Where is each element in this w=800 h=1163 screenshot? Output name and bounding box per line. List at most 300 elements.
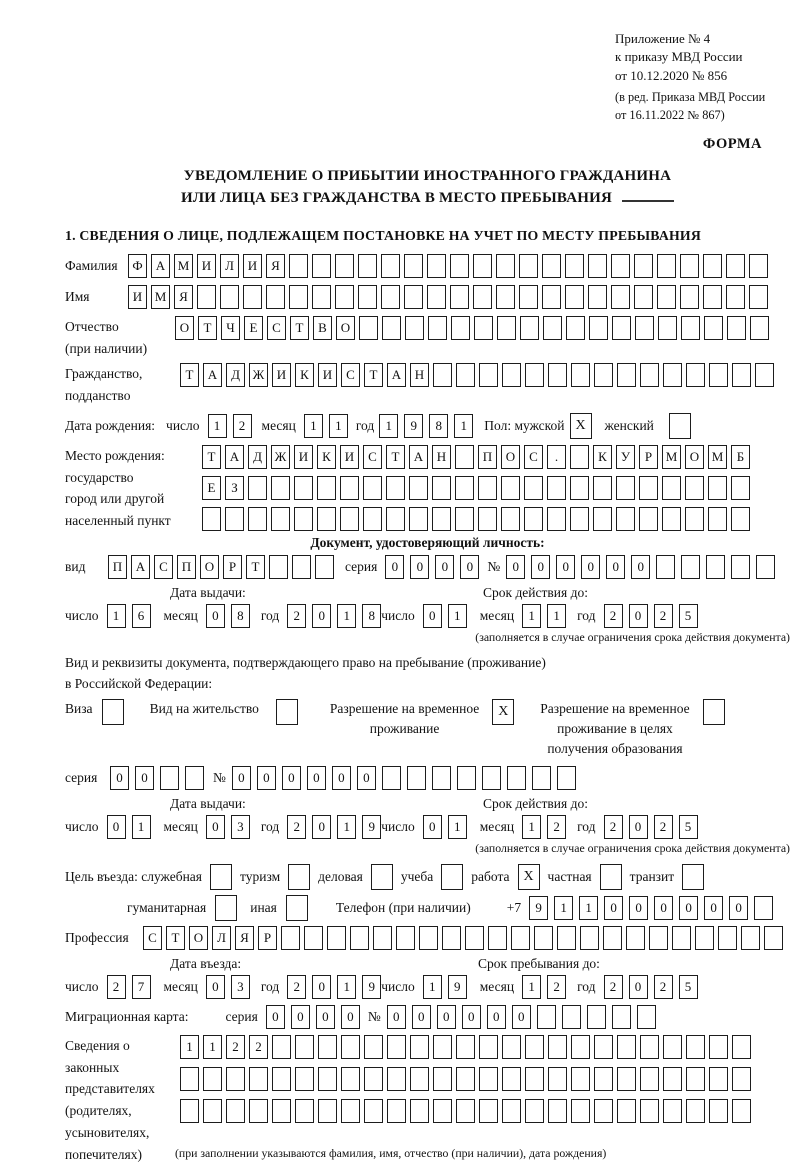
- char-cell[interactable]: [271, 476, 290, 500]
- char-cell[interactable]: Ф: [128, 254, 147, 278]
- char-cell[interactable]: [160, 766, 179, 790]
- char-cell[interactable]: [616, 507, 635, 531]
- char-cell[interactable]: 0: [531, 555, 550, 579]
- char-cell[interactable]: [364, 1099, 383, 1123]
- char-cell[interactable]: [479, 1067, 498, 1091]
- char-cell[interactable]: [557, 766, 576, 790]
- char-cell[interactable]: И: [318, 363, 337, 387]
- char-cell[interactable]: [248, 507, 267, 531]
- char-cell[interactable]: [248, 476, 267, 500]
- char-cell[interactable]: [249, 1067, 268, 1091]
- char-cell[interactable]: 7: [132, 975, 151, 999]
- char-cell[interactable]: [496, 285, 515, 309]
- char-cell[interactable]: [432, 476, 451, 500]
- purpose-study-checkbox[interactable]: [441, 864, 463, 890]
- char-cell[interactable]: О: [501, 445, 520, 469]
- representatives-boxes-line3[interactable]: [180, 1099, 751, 1123]
- char-cell[interactable]: 0: [512, 1005, 531, 1029]
- char-cell[interactable]: 2: [287, 604, 306, 628]
- char-cell[interactable]: 0: [437, 1005, 456, 1029]
- char-cell[interactable]: [358, 285, 377, 309]
- char-cell[interactable]: [312, 254, 331, 278]
- char-cell[interactable]: 2: [233, 414, 252, 438]
- char-cell[interactable]: [708, 507, 727, 531]
- char-cell[interactable]: 0: [629, 604, 648, 628]
- char-cell[interactable]: 0: [460, 555, 479, 579]
- char-cell[interactable]: [373, 926, 392, 950]
- staydoc-issue-month[interactable]: [206, 815, 250, 839]
- char-cell[interactable]: 0: [291, 1005, 310, 1029]
- char-cell[interactable]: 0: [654, 896, 673, 920]
- char-cell[interactable]: [272, 1067, 291, 1091]
- char-cell[interactable]: [441, 864, 463, 890]
- char-cell[interactable]: [764, 926, 783, 950]
- char-cell[interactable]: Я: [235, 926, 254, 950]
- char-cell[interactable]: С: [154, 555, 173, 579]
- char-cell[interactable]: [626, 926, 645, 950]
- char-cell[interactable]: 0: [423, 815, 442, 839]
- char-cell[interactable]: [571, 1067, 590, 1091]
- char-cell[interactable]: [525, 1099, 544, 1123]
- char-cell[interactable]: А: [203, 363, 222, 387]
- char-cell[interactable]: [548, 1035, 567, 1059]
- char-cell[interactable]: Т: [180, 363, 199, 387]
- phone-boxes[interactable]: [529, 896, 773, 920]
- char-cell[interactable]: [225, 507, 244, 531]
- iddoc-series-boxes[interactable]: [385, 555, 479, 579]
- char-cell[interactable]: [455, 476, 474, 500]
- char-cell[interactable]: М: [174, 254, 193, 278]
- char-cell[interactable]: [502, 363, 521, 387]
- char-cell[interactable]: [570, 445, 589, 469]
- char-cell[interactable]: [456, 1035, 475, 1059]
- char-cell[interactable]: [680, 285, 699, 309]
- staydoc-issue-day[interactable]: [107, 815, 151, 839]
- char-cell[interactable]: [386, 476, 405, 500]
- char-cell[interactable]: Т: [202, 445, 221, 469]
- char-cell[interactable]: [318, 1035, 337, 1059]
- char-cell[interactable]: 2: [604, 604, 623, 628]
- char-cell[interactable]: [703, 285, 722, 309]
- char-cell[interactable]: [271, 507, 290, 531]
- char-cell[interactable]: [663, 1099, 682, 1123]
- entry-year[interactable]: [287, 975, 381, 999]
- char-cell[interactable]: [202, 507, 221, 531]
- char-cell[interactable]: 0: [332, 766, 351, 790]
- char-cell[interactable]: [754, 896, 773, 920]
- char-cell[interactable]: [726, 254, 745, 278]
- char-cell[interactable]: [226, 1067, 245, 1091]
- char-cell[interactable]: [276, 699, 298, 725]
- purpose-work-checkbox[interactable]: [518, 864, 540, 890]
- char-cell[interactable]: 0: [435, 555, 454, 579]
- char-cell[interactable]: [557, 926, 576, 950]
- char-cell[interactable]: 0: [385, 555, 404, 579]
- char-cell[interactable]: [548, 363, 567, 387]
- char-cell[interactable]: [755, 363, 774, 387]
- staydoc-series-boxes[interactable]: [110, 766, 204, 790]
- char-cell[interactable]: А: [131, 555, 150, 579]
- char-cell[interactable]: [686, 1035, 705, 1059]
- char-cell[interactable]: [427, 254, 446, 278]
- char-cell[interactable]: [197, 285, 216, 309]
- char-cell[interactable]: [456, 1067, 475, 1091]
- char-cell[interactable]: 5: [679, 975, 698, 999]
- char-cell[interactable]: X: [570, 413, 592, 439]
- char-cell[interactable]: [381, 285, 400, 309]
- char-cell[interactable]: [571, 363, 590, 387]
- char-cell[interactable]: [419, 926, 438, 950]
- char-cell[interactable]: [456, 363, 475, 387]
- char-cell[interactable]: [386, 507, 405, 531]
- char-cell[interactable]: 0: [506, 555, 525, 579]
- char-cell[interactable]: X: [492, 699, 514, 725]
- char-cell[interactable]: А: [387, 363, 406, 387]
- purpose-other-checkbox[interactable]: [286, 895, 308, 921]
- char-cell[interactable]: [658, 316, 677, 340]
- char-cell[interactable]: И: [243, 254, 262, 278]
- char-cell[interactable]: [663, 363, 682, 387]
- stay-month[interactable]: [522, 975, 566, 999]
- entry-day[interactable]: [107, 975, 151, 999]
- char-cell[interactable]: [695, 926, 714, 950]
- char-cell[interactable]: [594, 1067, 613, 1091]
- char-cell[interactable]: [272, 1035, 291, 1059]
- char-cell[interactable]: 3: [231, 815, 250, 839]
- char-cell[interactable]: [570, 476, 589, 500]
- char-cell[interactable]: [657, 285, 676, 309]
- char-cell[interactable]: [294, 476, 313, 500]
- char-cell[interactable]: К: [593, 445, 612, 469]
- birthdate-year-boxes[interactable]: [379, 414, 473, 438]
- char-cell[interactable]: [542, 285, 561, 309]
- char-cell[interactable]: [634, 254, 653, 278]
- char-cell[interactable]: [547, 507, 566, 531]
- char-cell[interactable]: [680, 254, 699, 278]
- char-cell[interactable]: 5: [679, 815, 698, 839]
- iddoc-valid-day[interactable]: [423, 604, 467, 628]
- char-cell[interactable]: [407, 766, 426, 790]
- char-cell[interactable]: [548, 1099, 567, 1123]
- char-cell[interactable]: [312, 285, 331, 309]
- char-cell[interactable]: [350, 926, 369, 950]
- char-cell[interactable]: [220, 285, 239, 309]
- char-cell[interactable]: [637, 1005, 656, 1029]
- char-cell[interactable]: [340, 476, 359, 500]
- char-cell[interactable]: [570, 507, 589, 531]
- char-cell[interactable]: [410, 1067, 429, 1091]
- char-cell[interactable]: [571, 1035, 590, 1059]
- char-cell[interactable]: [731, 555, 750, 579]
- char-cell[interactable]: 0: [107, 815, 126, 839]
- char-cell[interactable]: Т: [364, 363, 383, 387]
- char-cell[interactable]: 2: [604, 815, 623, 839]
- char-cell[interactable]: [387, 1067, 406, 1091]
- staydoc-issue-year[interactable]: [287, 815, 381, 839]
- sex-male-checkbox[interactable]: [570, 413, 592, 439]
- char-cell[interactable]: [685, 507, 704, 531]
- char-cell[interactable]: [639, 476, 658, 500]
- char-cell[interactable]: [731, 507, 750, 531]
- char-cell[interactable]: [686, 363, 705, 387]
- char-cell[interactable]: [726, 285, 745, 309]
- char-cell[interactable]: О: [189, 926, 208, 950]
- char-cell[interactable]: [593, 507, 612, 531]
- char-cell[interactable]: Р: [639, 445, 658, 469]
- char-cell[interactable]: [315, 555, 334, 579]
- char-cell[interactable]: [709, 363, 728, 387]
- char-cell[interactable]: [537, 1005, 556, 1029]
- char-cell[interactable]: [706, 555, 725, 579]
- char-cell[interactable]: [404, 254, 423, 278]
- char-cell[interactable]: 0: [357, 766, 376, 790]
- char-cell[interactable]: 0: [679, 896, 698, 920]
- char-cell[interactable]: [502, 1099, 521, 1123]
- char-cell[interactable]: [612, 316, 631, 340]
- char-cell[interactable]: [749, 254, 768, 278]
- char-cell[interactable]: 0: [604, 896, 623, 920]
- char-cell[interactable]: 0: [629, 896, 648, 920]
- char-cell[interactable]: 1: [203, 1035, 222, 1059]
- char-cell[interactable]: А: [225, 445, 244, 469]
- migcard-number-boxes[interactable]: [387, 1005, 656, 1029]
- char-cell[interactable]: 0: [257, 766, 276, 790]
- char-cell[interactable]: 1: [337, 975, 356, 999]
- char-cell[interactable]: 9: [448, 975, 467, 999]
- char-cell[interactable]: [405, 316, 424, 340]
- char-cell[interactable]: [317, 476, 336, 500]
- char-cell[interactable]: [542, 254, 561, 278]
- char-cell[interactable]: [335, 285, 354, 309]
- char-cell[interactable]: 9: [362, 815, 381, 839]
- char-cell[interactable]: 0: [312, 604, 331, 628]
- char-cell[interactable]: [741, 926, 760, 950]
- birthplace-boxes-line1[interactable]: [202, 445, 750, 469]
- char-cell[interactable]: О: [175, 316, 194, 340]
- char-cell[interactable]: 8: [429, 414, 448, 438]
- char-cell[interactable]: [511, 926, 530, 950]
- surname-boxes[interactable]: [128, 254, 768, 278]
- char-cell[interactable]: [358, 254, 377, 278]
- char-cell[interactable]: [600, 864, 622, 890]
- char-cell[interactable]: [594, 363, 613, 387]
- char-cell[interactable]: [703, 699, 725, 725]
- char-cell[interactable]: О: [336, 316, 355, 340]
- char-cell[interactable]: [731, 476, 750, 500]
- char-cell[interactable]: И: [197, 254, 216, 278]
- char-cell[interactable]: 2: [654, 815, 673, 839]
- char-cell[interactable]: [611, 285, 630, 309]
- char-cell[interactable]: С: [524, 445, 543, 469]
- char-cell[interactable]: 2: [654, 975, 673, 999]
- char-cell[interactable]: 1: [180, 1035, 199, 1059]
- char-cell[interactable]: [288, 864, 310, 890]
- char-cell[interactable]: 8: [362, 604, 381, 628]
- migcard-series-boxes[interactable]: [266, 1005, 360, 1029]
- char-cell[interactable]: [663, 1067, 682, 1091]
- char-cell[interactable]: [341, 1099, 360, 1123]
- char-cell[interactable]: 0: [606, 555, 625, 579]
- char-cell[interactable]: 1: [329, 414, 348, 438]
- char-cell[interactable]: [371, 864, 393, 890]
- char-cell[interactable]: [686, 1067, 705, 1091]
- char-cell[interactable]: 2: [547, 815, 566, 839]
- char-cell[interactable]: [488, 926, 507, 950]
- char-cell[interactable]: [266, 285, 285, 309]
- char-cell[interactable]: 2: [249, 1035, 268, 1059]
- char-cell[interactable]: Т: [246, 555, 265, 579]
- char-cell[interactable]: 3: [231, 975, 250, 999]
- char-cell[interactable]: [562, 1005, 581, 1029]
- char-cell[interactable]: [428, 316, 447, 340]
- char-cell[interactable]: [215, 895, 237, 921]
- char-cell[interactable]: 1: [423, 975, 442, 999]
- char-cell[interactable]: Е: [244, 316, 263, 340]
- char-cell[interactable]: 2: [604, 975, 623, 999]
- char-cell[interactable]: [318, 1067, 337, 1091]
- char-cell[interactable]: [455, 507, 474, 531]
- staydoc-number-boxes[interactable]: [232, 766, 576, 790]
- char-cell[interactable]: Ч: [221, 316, 240, 340]
- char-cell[interactable]: 0: [462, 1005, 481, 1029]
- char-cell[interactable]: [681, 316, 700, 340]
- char-cell[interactable]: [427, 285, 446, 309]
- char-cell[interactable]: 9: [362, 975, 381, 999]
- char-cell[interactable]: [612, 1005, 631, 1029]
- char-cell[interactable]: [317, 507, 336, 531]
- char-cell[interactable]: Т: [386, 445, 405, 469]
- char-cell[interactable]: [381, 254, 400, 278]
- char-cell[interactable]: [634, 285, 653, 309]
- char-cell[interactable]: К: [295, 363, 314, 387]
- char-cell[interactable]: [473, 285, 492, 309]
- char-cell[interactable]: [611, 254, 630, 278]
- char-cell[interactable]: [727, 316, 746, 340]
- char-cell[interactable]: [318, 1099, 337, 1123]
- visa-checkbox[interactable]: [102, 699, 124, 725]
- char-cell[interactable]: [281, 926, 300, 950]
- char-cell[interactable]: [704, 316, 723, 340]
- char-cell[interactable]: [479, 1099, 498, 1123]
- char-cell[interactable]: 1: [304, 414, 323, 438]
- char-cell[interactable]: [249, 1099, 268, 1123]
- char-cell[interactable]: [243, 285, 262, 309]
- iddoc-number-boxes[interactable]: [506, 555, 775, 579]
- char-cell[interactable]: [457, 766, 476, 790]
- char-cell[interactable]: [525, 1035, 544, 1059]
- char-cell[interactable]: П: [478, 445, 497, 469]
- char-cell[interactable]: [603, 926, 622, 950]
- char-cell[interactable]: [433, 1099, 452, 1123]
- char-cell[interactable]: [286, 895, 308, 921]
- char-cell[interactable]: [455, 445, 474, 469]
- staydoc-valid-month[interactable]: [522, 815, 566, 839]
- patronymic-boxes[interactable]: [175, 316, 769, 340]
- char-cell[interactable]: [404, 285, 423, 309]
- char-cell[interactable]: X: [518, 864, 540, 890]
- char-cell[interactable]: [474, 316, 493, 340]
- char-cell[interactable]: [587, 1005, 606, 1029]
- char-cell[interactable]: [617, 1067, 636, 1091]
- char-cell[interactable]: А: [409, 445, 428, 469]
- char-cell[interactable]: 0: [387, 1005, 406, 1029]
- char-cell[interactable]: 1: [379, 414, 398, 438]
- char-cell[interactable]: Д: [226, 363, 245, 387]
- char-cell[interactable]: [272, 1099, 291, 1123]
- char-cell[interactable]: 0: [487, 1005, 506, 1029]
- char-cell[interactable]: 0: [312, 815, 331, 839]
- char-cell[interactable]: И: [128, 285, 147, 309]
- char-cell[interactable]: [497, 316, 516, 340]
- char-cell[interactable]: [532, 766, 551, 790]
- char-cell[interactable]: С: [341, 363, 360, 387]
- char-cell[interactable]: [669, 413, 691, 439]
- char-cell[interactable]: Л: [220, 254, 239, 278]
- char-cell[interactable]: [663, 1035, 682, 1059]
- char-cell[interactable]: 9: [529, 896, 548, 920]
- char-cell[interactable]: [639, 507, 658, 531]
- char-cell[interactable]: 2: [107, 975, 126, 999]
- char-cell[interactable]: 5: [679, 604, 698, 628]
- char-cell[interactable]: [543, 316, 562, 340]
- char-cell[interactable]: [672, 926, 691, 950]
- char-cell[interactable]: [185, 766, 204, 790]
- char-cell[interactable]: 0: [412, 1005, 431, 1029]
- char-cell[interactable]: [304, 926, 323, 950]
- char-cell[interactable]: [410, 1035, 429, 1059]
- char-cell[interactable]: К: [317, 445, 336, 469]
- char-cell[interactable]: 1: [107, 604, 126, 628]
- char-cell[interactable]: [594, 1099, 613, 1123]
- char-cell[interactable]: [640, 1099, 659, 1123]
- char-cell[interactable]: [289, 285, 308, 309]
- char-cell[interactable]: [210, 864, 232, 890]
- stay-year[interactable]: [604, 975, 698, 999]
- birthplace-boxes-line2[interactable]: [202, 476, 750, 500]
- purpose-tourism-checkbox[interactable]: [288, 864, 310, 890]
- char-cell[interactable]: [718, 926, 737, 950]
- char-cell[interactable]: [340, 507, 359, 531]
- residence-permit-checkbox[interactable]: [276, 699, 298, 725]
- char-cell[interactable]: [686, 1099, 705, 1123]
- char-cell[interactable]: [387, 1035, 406, 1059]
- purpose-business-checkbox[interactable]: [371, 864, 393, 890]
- profession-boxes[interactable]: [143, 926, 783, 950]
- char-cell[interactable]: [519, 285, 538, 309]
- char-cell[interactable]: [565, 285, 584, 309]
- iddoc-issue-month[interactable]: [206, 604, 250, 628]
- char-cell[interactable]: [450, 254, 469, 278]
- char-cell[interactable]: 1: [522, 975, 541, 999]
- char-cell[interactable]: О: [200, 555, 219, 579]
- char-cell[interactable]: 2: [287, 975, 306, 999]
- citizenship-boxes[interactable]: [180, 363, 774, 387]
- purpose-transit-checkbox[interactable]: [682, 864, 704, 890]
- firstname-boxes[interactable]: [128, 285, 768, 309]
- char-cell[interactable]: [709, 1099, 728, 1123]
- char-cell[interactable]: [465, 926, 484, 950]
- entry-month[interactable]: [206, 975, 250, 999]
- char-cell[interactable]: [588, 254, 607, 278]
- char-cell[interactable]: [479, 1035, 498, 1059]
- char-cell[interactable]: 0: [629, 975, 648, 999]
- char-cell[interactable]: [524, 476, 543, 500]
- char-cell[interactable]: [571, 1099, 590, 1123]
- char-cell[interactable]: [617, 1099, 636, 1123]
- char-cell[interactable]: [473, 254, 492, 278]
- char-cell[interactable]: [534, 926, 553, 950]
- char-cell[interactable]: [382, 766, 401, 790]
